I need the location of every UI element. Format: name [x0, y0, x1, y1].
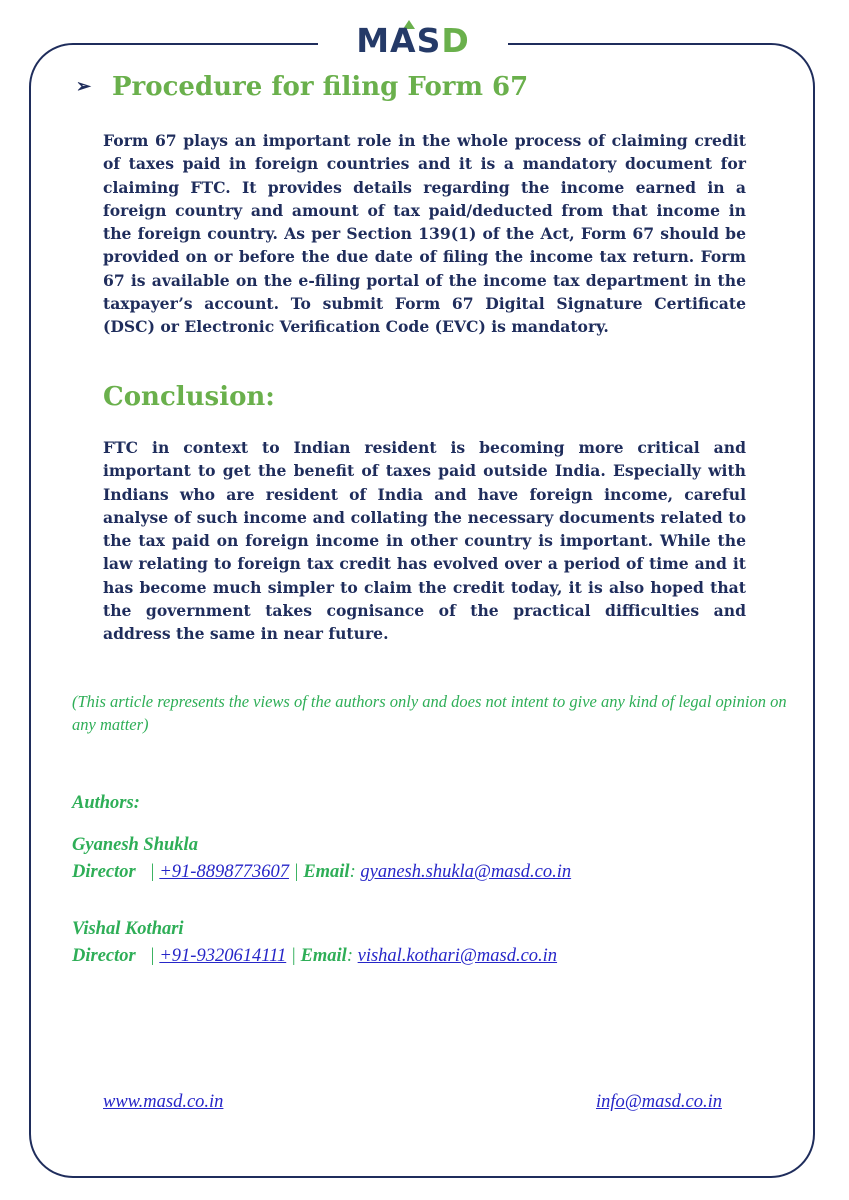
email-colon: :: [346, 946, 353, 966]
arrow-bullet-icon: ➢: [76, 76, 92, 97]
section-heading-form67: [76, 72, 796, 102]
conclusion-heading: Conclusion:: [103, 382, 275, 412]
author-email-link[interactable]: vishal.kothari@masd.co.in: [357, 946, 558, 966]
author-name: Gyanesh Shukla: [72, 835, 198, 855]
masd-logo: [318, 18, 508, 64]
author-name: Vishal Kothari: [72, 919, 184, 939]
conclusion-paragraph: FTC in context to Indian resident is becoming more critical and important to get the benefit of taxes paid outside India. Especially with Indians who are resident of India and have foreign income, careful analyse of such income and collating the necessary documents related to the tax paid on foreign income in other country is important. While the law relating to foreign tax credit has evolved over a period of time and it has become much simpler to claim the credit today, it is also hoped that the government takes cognisance of the practical difficulties and address the same in near future.: [103, 438, 746, 644]
email-colon: :: [349, 862, 356, 882]
footer-website-link[interactable]: www.masd.co.in: [103, 1092, 224, 1112]
email-label: Email: [303, 862, 350, 882]
author-contact-line: [72, 862, 571, 883]
author-phone-link[interactable]: +91-8898773607: [159, 862, 289, 882]
form67-paragraph: Form 67 plays an important role in the whole process of claiming credit of taxes paid in foreign countries and it is a mandatory document for claiming FTC. It provides details regarding the income earned in a foreign country and amount of tax paid/deducted from that income in the foreign country. As per Section 139(1) of the Act, Form 67 should be provided on or before the due date of filing the income tax return. Form 67 is available on the e-filing portal of the income tax department in the taxpayer’s account. To submit Form 67 Digital Signature Certificate (DSC) or Electronic Verification Code (EVC) is mandatory.: [103, 131, 746, 337]
logo-text-s: S: [416, 21, 442, 60]
authors-heading: Authors:: [72, 793, 140, 813]
section-title: Procedure for filing Form 67: [112, 72, 529, 102]
author-role: Director: [72, 862, 136, 882]
footer-email-link[interactable]: info@masd.co.in: [596, 1092, 722, 1112]
author-email-link[interactable]: gyanesh.shukla@masd.co.in: [360, 862, 572, 882]
separator: |: [149, 946, 155, 966]
separator: |: [293, 862, 299, 882]
email-label: Email: [300, 946, 347, 966]
separator: |: [290, 946, 296, 966]
separator: |: [149, 862, 155, 882]
logo-text-d: D: [441, 21, 470, 60]
disclaimer-note: (This article represents the views of the authors only and does not intent to give any kind of legal opinion on any matter): [72, 692, 787, 734]
logo-text-ma: MA: [356, 21, 417, 60]
author-contact-line: [72, 946, 557, 967]
author-role: Director: [72, 946, 136, 966]
author-phone-link[interactable]: +91-9320614111: [159, 946, 287, 966]
